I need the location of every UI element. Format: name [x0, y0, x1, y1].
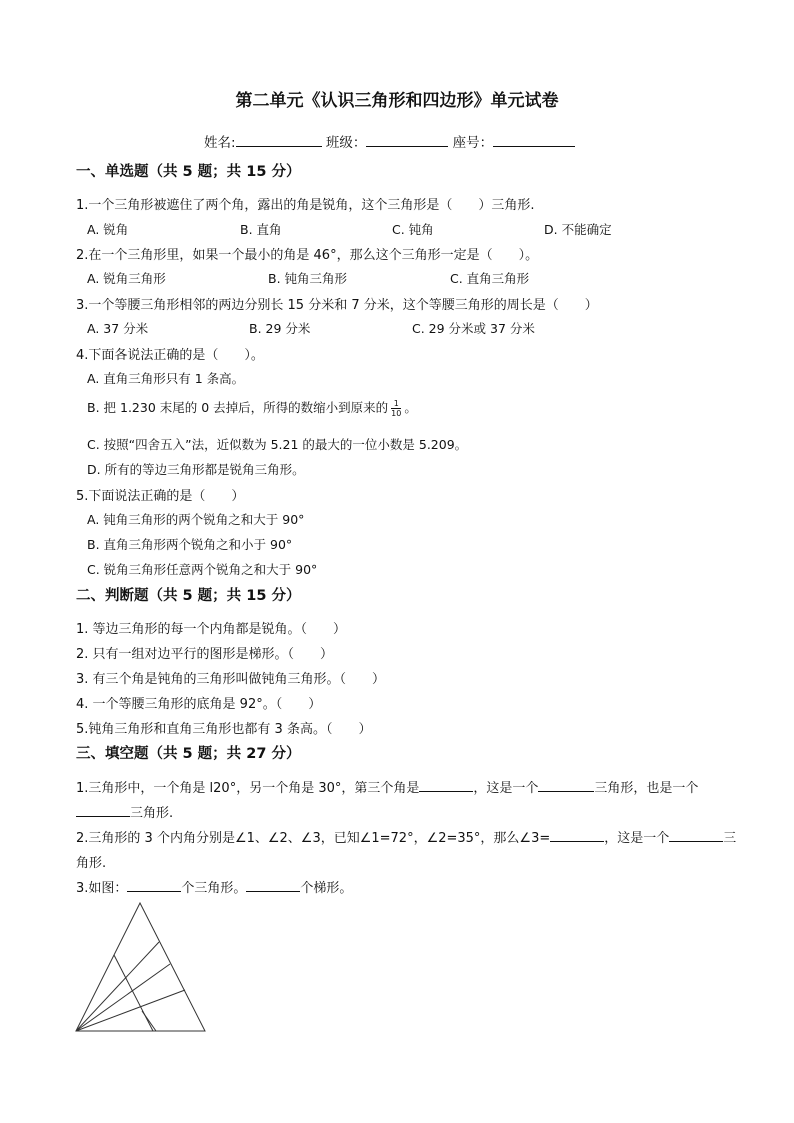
triangle-figure: [70, 895, 215, 1040]
seat-label: 座号：: [452, 135, 494, 151]
mc-question-3: 3.一个等腰三角形相邻的两边分别长 15 分米和 7 分米，这个等腰三角形的周长是（ ）: [76, 298, 598, 313]
mc-q1-option-c[interactable]: C. 钝角: [392, 222, 434, 237]
ray-line-3: [76, 990, 185, 1031]
fill-q1-blank-3[interactable]: [76, 804, 130, 817]
class-label: 班级：: [325, 135, 367, 151]
section-heading-fill-blank: 三、填空题（共 5 题；共 27 分）: [76, 746, 301, 762]
mc-q4-option-b[interactable]: [87, 398, 417, 418]
mc-q4-option-a[interactable]: A. 直角三角形只有 1 条高。: [87, 371, 245, 386]
tf-question-2: 2. 只有一组对边平行的图形是梯形。（ ）: [76, 647, 334, 662]
mc-q4-option-b-text: B. 把 1.230 末尾的 0 去掉后，所得的数缩小到原来的: [87, 400, 389, 415]
mc-q4-option-b-end: 。: [404, 400, 417, 415]
fill-question-1-line2: [76, 802, 173, 821]
tf-question-1: 1. 等边三角形的每一个内角都是锐角。（ ）: [76, 622, 347, 637]
mc-q4-option-c[interactable]: C. 按照“四舍五入”法，近似数为 5.21 的最大的一位小数是 5.209。: [87, 437, 468, 452]
fraction-one-tenth: [391, 399, 401, 418]
seat-blank[interactable]: [493, 132, 575, 147]
mc-question-1: 1.一个三角形被遮住了两个角，露出的角是锐角，这个三角形是（ ）三角形.: [76, 198, 535, 213]
fill-q2-text-c: 三: [723, 831, 737, 846]
fill-q3-text-a: 3.如图：: [76, 881, 128, 896]
mc-q3-option-c[interactable]: C. 29 分米或 37 分米: [412, 321, 535, 336]
section-heading-single-choice: 一、单选题（共 5 题；共 15 分）: [76, 164, 301, 180]
cross-line-upper: [114, 955, 153, 1031]
class-blank[interactable]: [366, 132, 448, 147]
mc-q1-option-d[interactable]: D. 不能确定: [544, 222, 612, 237]
page-title: 第二单元《认识三角形和四边形》单元试卷: [235, 91, 559, 111]
tf-question-3: 3. 有三个角是钝角的三角形叫做钝角三角形。（ ）: [76, 672, 386, 687]
cross-line-lower: [142, 1011, 156, 1031]
fraction-numerator: 1: [391, 399, 401, 409]
mc-q2-option-a[interactable]: A. 锐角三角形: [87, 271, 166, 286]
student-info-line: [204, 131, 575, 151]
tf-question-4: 4. 一个等腰三角形的底角是 92°。（ ）: [76, 697, 322, 712]
mc-question-5: 5.下面说法正确的是（ ）: [76, 489, 245, 504]
mc-q2-option-b[interactable]: B. 钝角三角形: [268, 271, 348, 286]
fill-q3-text-c: 个梯形。: [300, 881, 353, 896]
fill-question-1-line1: [76, 777, 698, 796]
fill-q3-blank-1[interactable]: [127, 879, 181, 892]
fill-q3-blank-2[interactable]: [246, 879, 300, 892]
fill-q1-text-d: 三角形.: [130, 806, 174, 821]
fill-q1-text-b: ，这是一个: [473, 781, 539, 796]
mc-q5-option-b[interactable]: B. 直角三角形两个锐角之和小于 90°: [87, 537, 293, 552]
mc-question-4: 4.下面各说法正确的是（ ）。: [76, 348, 264, 363]
mc-q2-option-c[interactable]: C. 直角三角形: [450, 271, 530, 286]
mc-question-2: 2.在一个三角形里，如果一个最小的角是 46°，那么这个三角形一定是（ ）。: [76, 248, 539, 263]
mc-q4-option-d[interactable]: D. 所有的等边三角形都是锐角三角形。: [87, 462, 305, 477]
mc-q1-option-a[interactable]: A. 锐角: [87, 222, 129, 237]
fill-question-3: [76, 877, 352, 896]
fill-q2-text-a: 2.三角形的 3 个内角分别是∠1、∠2、∠3，已知∠1=72°，∠2=35°，那么∠3=: [76, 831, 551, 846]
name-blank[interactable]: [236, 132, 322, 147]
fill-q2-blank-2[interactable]: [669, 829, 723, 842]
name-label: 姓名:: [204, 135, 236, 151]
fill-q1-text-c: 三角形，也是一个: [594, 781, 699, 796]
ray-line-2: [76, 964, 170, 1031]
fill-q1-blank-2[interactable]: [538, 779, 594, 792]
fill-q1-blank-1[interactable]: [419, 779, 473, 792]
fill-q1-text-a: 1.三角形中，一个角是 l20°，另一个角是 30°，第三个角是: [76, 781, 420, 796]
mc-q5-option-c[interactable]: C. 锐角三角形任意两个锐角之和大于 90°: [87, 562, 318, 577]
mc-q3-option-b[interactable]: B. 29 分米: [249, 321, 311, 336]
section-heading-true-false: 二、判断题（共 5 题；共 15 分）: [76, 588, 301, 604]
fill-question-2-line1: [76, 827, 736, 846]
fill-q3-text-b: 个三角形。: [181, 881, 247, 896]
fill-q2-text-b: ，这是一个: [604, 831, 670, 846]
tf-question-5: 5.钝角三角形和直角三角形也都有 3 条高。（ ）: [76, 722, 372, 737]
outer-triangle: [76, 903, 205, 1031]
fraction-denominator: 10: [391, 409, 402, 418]
mc-q5-option-a[interactable]: A. 钝角三角形的两个锐角之和大于 90°: [87, 512, 305, 527]
mc-q1-option-b[interactable]: B. 直角: [240, 222, 282, 237]
mc-q3-option-a[interactable]: A. 37 分米: [87, 321, 149, 336]
fill-q2-blank-1[interactable]: [550, 829, 604, 842]
fill-question-2-line2: 角形.: [76, 856, 107, 871]
